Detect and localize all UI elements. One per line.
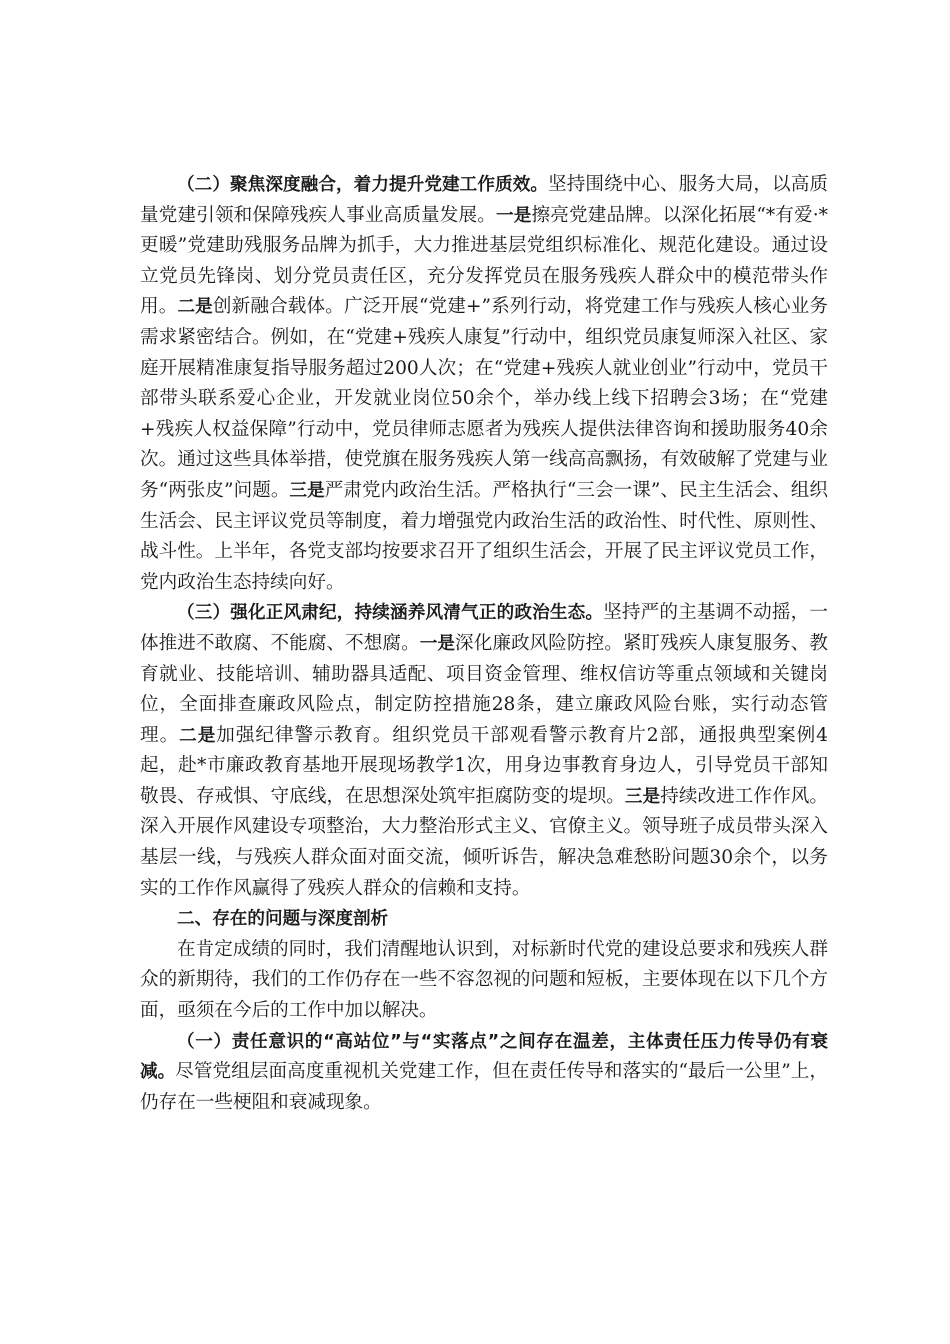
part-2-sub-1-paragraph: [140, 1027, 828, 1119]
section-3-lead-1: 一是: [419, 633, 456, 654]
part-2-sub-1-text: 尽管党组层面高度重视机关党建工作，但在责任传导和落实的“最后一公里”上，仍存在一些梗阻和衰减现象。: [140, 1061, 828, 1113]
section-2-text-2: 擦亮党建品牌。以深化拓展“*有爱·*更暖”党建助残服务品牌为抓手，大力推进基层党组织标准化、规范化建设。通过设立党员先锋岗、划分党员责任区，充分发挥党员在服务残疾人群众中的模范带头作用。: [140, 204, 828, 318]
section-3-title: （三）强化正风肃纪，持续涵养风清气正的政治生态。: [177, 603, 604, 624]
section-2-text-1: 坚持围绕中心、服务大局，以高质量党建引领和保障残疾人事业高质量发展。: [140, 174, 828, 226]
section-2-text-3: 创新融合载体。广泛开展“党建+”系列行动，将党建工作与残疾人核心业务需求紧密结合。例如，在“党建+残疾人康复”行动中，组织党员康复师深入社区、家庭开展精准康复指导服务超过200人次；在“党建+残疾人就业创业”行动中，党员干部带头联系爱心企业，开发就业岗位50余个，举办线上线下招聘会3场；在“党建+残疾人权益保障”行动中，党员律师志愿者为残疾人提供法律咨询和援助服务40余次。通过这些具体举措，使党旗在服务残疾人第一线高高飘扬，有效破解了党建与业务“两张皮”问题。: [140, 296, 828, 501]
section-2-title: （二）聚焦深度融合，着力提升党建工作质效。: [177, 175, 549, 195]
part-2-heading: 二、存在的问题与深度剖析: [177, 909, 389, 930]
section-3-lead-2: 二是: [179, 725, 217, 746]
section-2-lead-2: 二是: [177, 297, 213, 318]
section-3-lead-3: 三是: [624, 786, 661, 807]
section-2-paragraph: [140, 170, 828, 598]
section-3-text-2: 深化廉政风险防控。紧盯残疾人康复服务、教育就业、技能培训、辅助器具适配、项目资金管理、维权信访等重点领域和关键岗位，全面排查廉政风险点，制定防控措施28条，建立廉政风险台账，实行动态管理。: [140, 632, 828, 746]
section-2-lead-1: 一是: [496, 205, 532, 226]
section-3-paragraph: [140, 598, 828, 904]
section-3-text-1: 坚持严的主基调不动摇，一体推进不敢腐、不能腐、不想腐。: [140, 602, 828, 654]
part-2-intro: 在肯定成绩的同时，我们清醒地认识到，对标新时代党的建设总要求和残疾人群众的新期待，我们的工作仍存在一些不容忽视的问题和短板，主要体现在以下几个方面，亟须在今后的工作中加以解决。: [140, 938, 828, 1022]
document-page: [140, 170, 828, 1118]
part-2-sub-1-title: （一）责任意识的“高站位”与“实落点”之间存在温差，主体责任压力传导仍有衰减。: [140, 1031, 828, 1083]
section-2-text-4: 严肃党内政治生活。严格执行“三会一课”、民主生活会、组织生活会、民主评议党员等制度，着力增强党内政治生活的政治性、时代性、原则性、战斗性。上半年，各党支部均按要求召开了组织生活会，开展了民主评议党员工作，党内政治生态持续向好。: [140, 479, 828, 593]
section-3-text-4: 持续改进工作作风。深入开展作风建设专项整治，大力整治形式主义、官僚主义。领导班子成员带头深入基层一线，与残疾人群众面对面交流，倾听诉告，解决急难愁盼问题30余个，以务实的工作作风赢得了残疾人群众的信赖和支持。: [140, 785, 828, 899]
section-3-text-3: 加强纪律警示教育。组织党员干部观看警示教育片2部，通报典型案例4起，赴*市廉政教育基地开展现场教学1次，用身边事教育身边人，引导党员干部知敬畏、存戒惧、守底线，在思想深处筑牢拒腐防变的堤坝。: [140, 724, 828, 807]
section-2-lead-3: 三是: [289, 480, 325, 501]
